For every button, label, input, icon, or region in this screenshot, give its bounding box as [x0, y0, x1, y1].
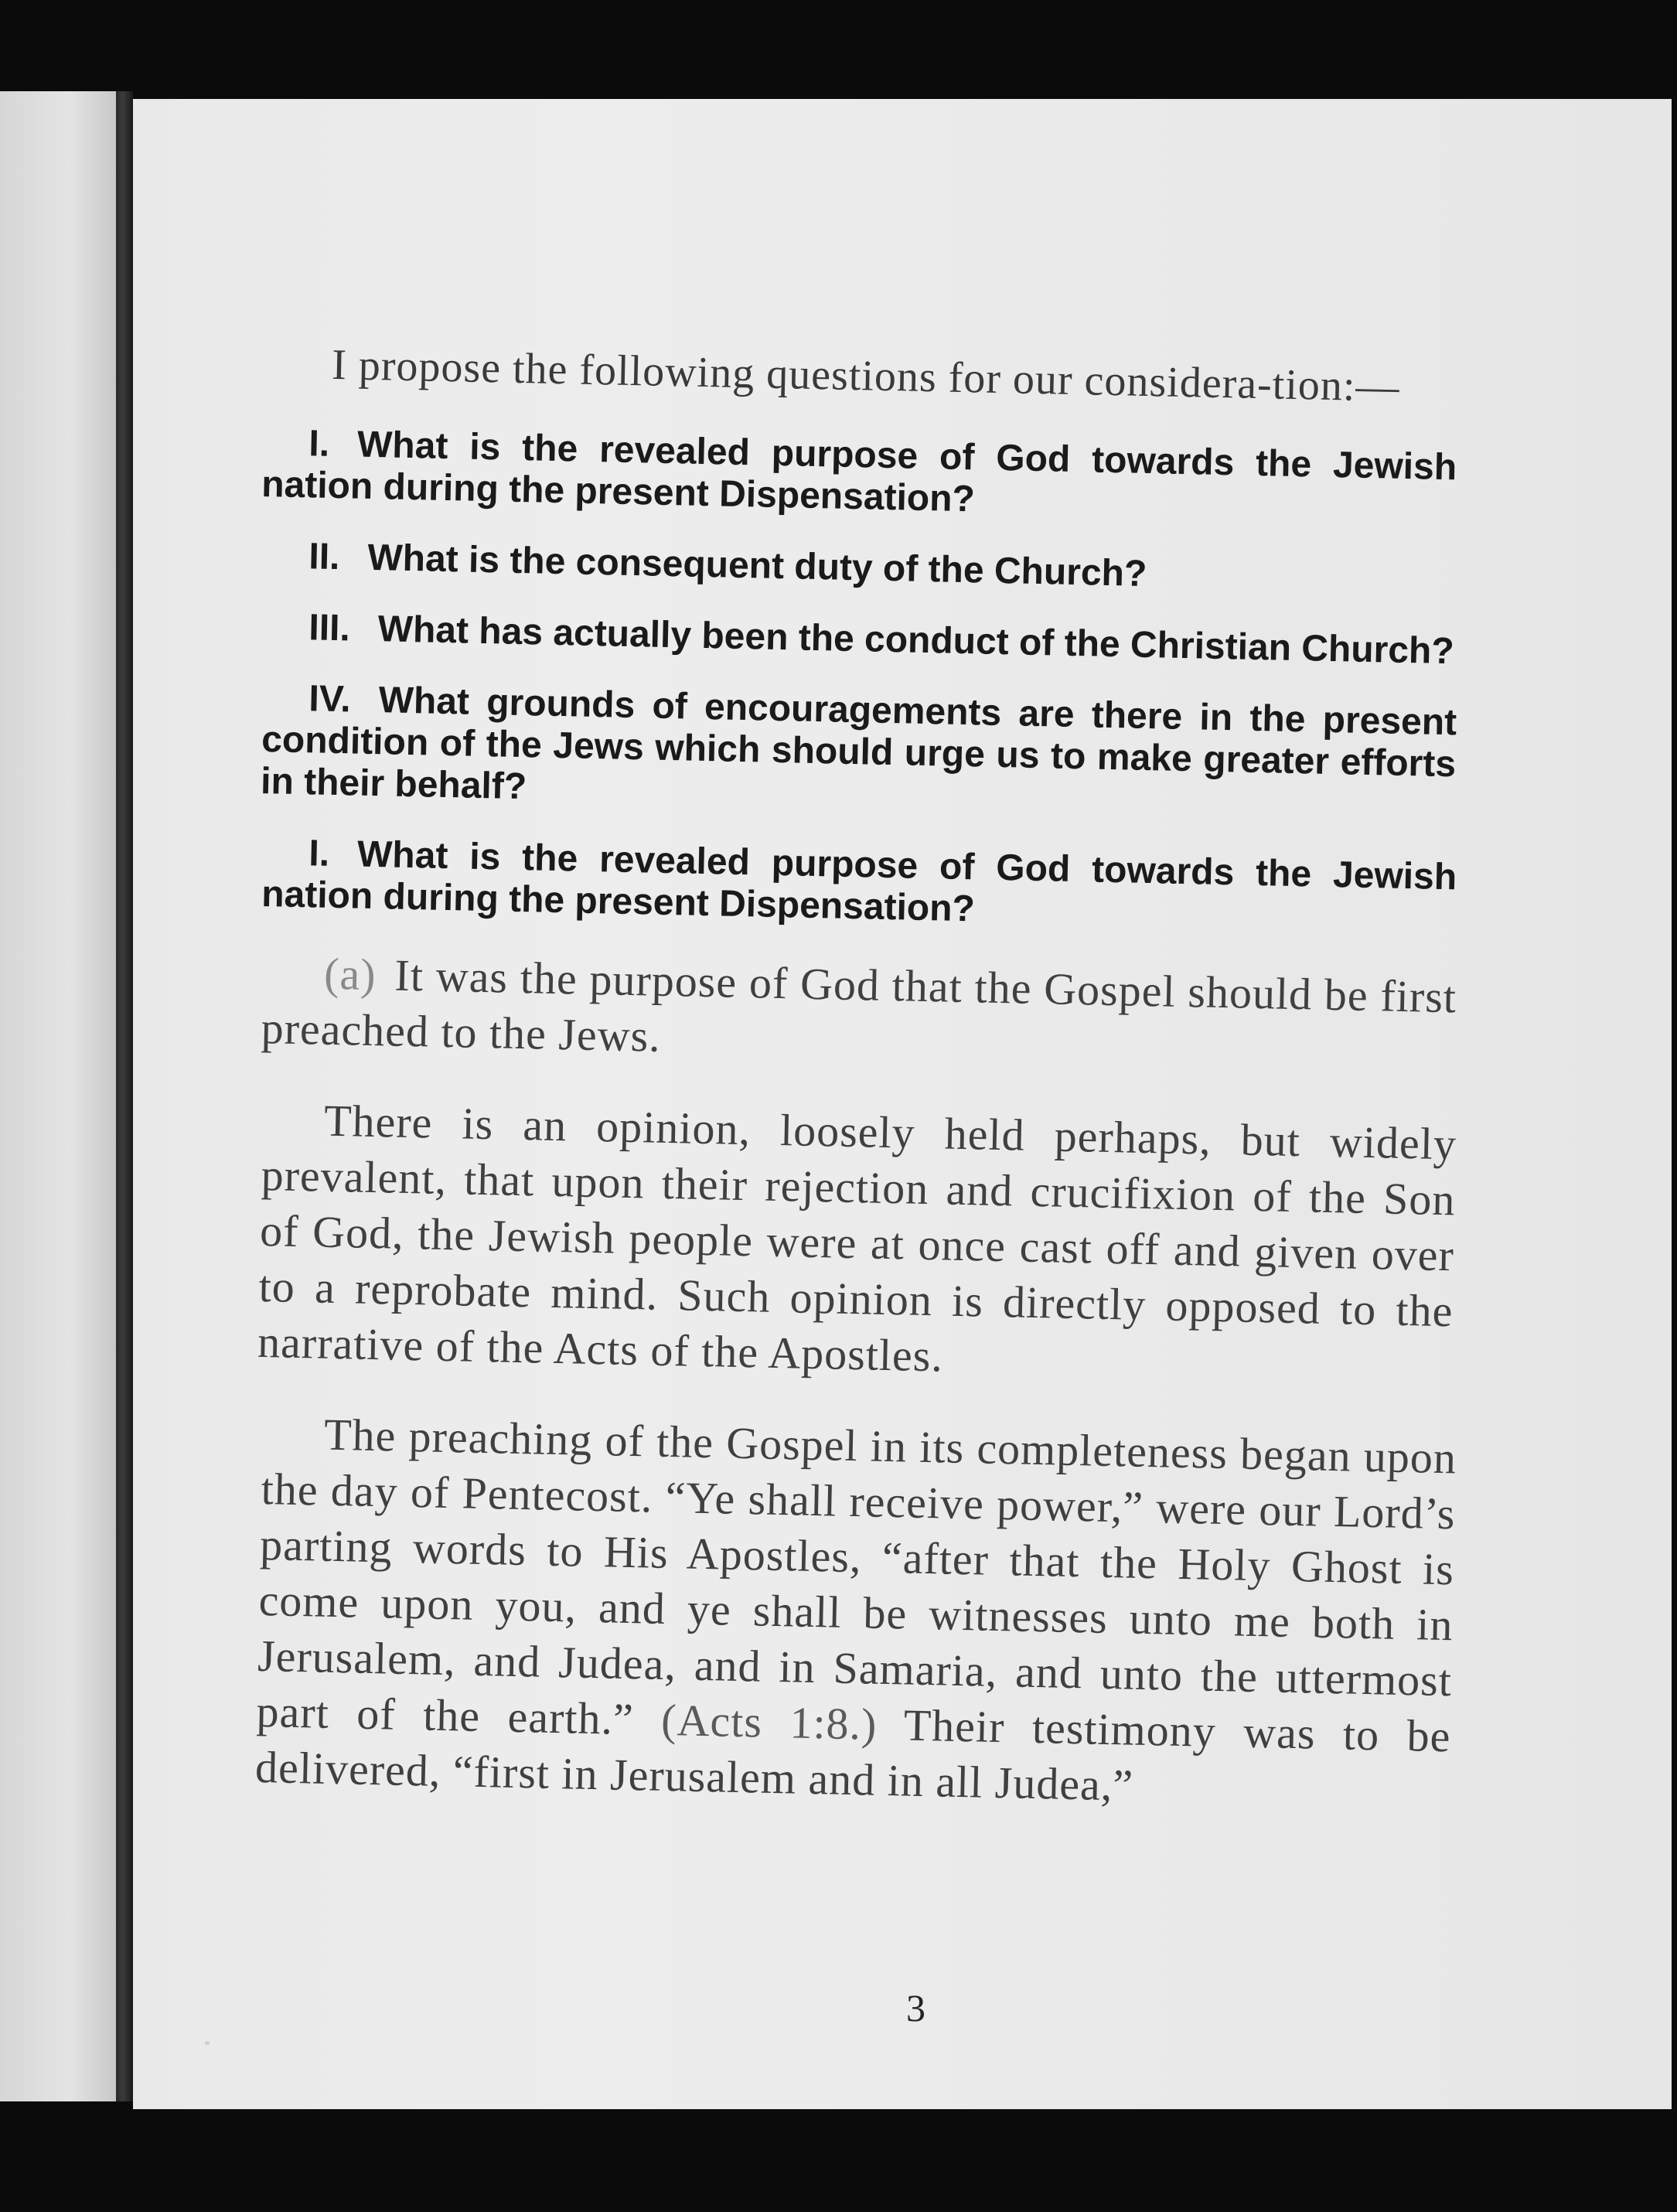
question-2 — [262, 535, 1457, 602]
paragraph-opinion: There is an opinion, loosely held perhaps, but widely prevalent, that upon their rejection and crucifixion of the Son of God, the Jewish people were at once cast off and given over to a reprobate mind. Such opinion is directly opposed to the narrative of the Acts of the Apostles. — [257, 1095, 1457, 1382]
question-text: What is the revealed purpose of God towards the Jewish nation during the present Dispensation? — [261, 833, 1457, 930]
book-page — [133, 99, 1672, 2109]
pentecost-text-start: The preaching of the Gospel in its completeness began upon the day of Pentecost. “Ye shall receive power,” were our Lord’s parting words to His Apostles, “after that the Holy Ghost is come upon you, and ye shall be witnesses unto me both in Jerusalem, and Judea, and in Samaria, and unto the uttermost part of the earth.” — [256, 1409, 1457, 1745]
question-number: I. — [308, 423, 330, 465]
page-text — [254, 336, 1457, 1831]
question-number: IV. — [308, 678, 352, 721]
question-3 — [262, 606, 1457, 673]
question-1 — [261, 422, 1457, 530]
facing-page-edge — [0, 91, 116, 2101]
question-number: II. — [308, 536, 340, 578]
dust-speck — [205, 2041, 210, 2045]
question-text: What is the consequent duty of the Church? — [366, 537, 1147, 595]
paragraph-a-text: It was the purpose of God that the Gospel should be first preached to the Jews. — [261, 949, 1457, 1062]
question-text: What has actually been the conduct of the Christian Church? — [377, 608, 1455, 673]
question-text: What is the revealed purpose of God towards the Jewish nation during the present Dispensation? — [261, 424, 1457, 520]
pentecost-text-end: Their testimony was to be delivered, “first in Jerusalem and in all Judea,” — [254, 1699, 1452, 1811]
section-heading-1 — [261, 832, 1457, 940]
scripture-reference: (Acts 1:8.) — [660, 1694, 878, 1750]
intro-paragraph: I propose the following questions for our considera-tion:— — [331, 340, 1401, 411]
question-number: I. — [308, 833, 330, 874]
paragraph-a — [261, 945, 1457, 1081]
question-4 — [261, 677, 1457, 827]
page-number: 3 — [906, 1986, 925, 2030]
subsection-marker: (a) — [323, 948, 377, 1000]
question-text: What grounds of encouragements are there in the present condition of the Jews which should urge us to make greater efforts in their behalf? — [260, 680, 1457, 808]
question-number: III. — [308, 607, 351, 649]
paragraph-pentecost — [254, 1406, 1457, 1820]
book-gutter — [116, 91, 133, 2101]
